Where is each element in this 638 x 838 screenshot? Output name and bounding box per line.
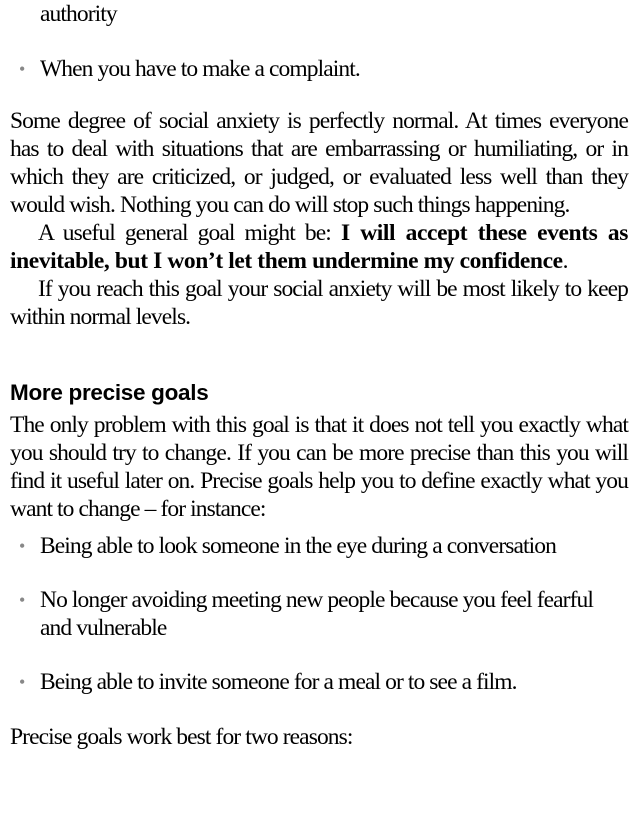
bullet-icon: • [19, 536, 25, 556]
paragraph-reach-goal: If you reach this goal your social anxiety will be most likely to keep within normal levels. [10, 276, 628, 330]
paragraph-general-goal [10, 219, 628, 275]
list-item-text: Being able to look someone in the eye during a conversation [40, 533, 556, 559]
bullet-icon: • [19, 59, 25, 79]
paragraph-precise-goals: The only problem with this goal is that it does not tell you exactly what you should try to change. If you can be more precise than this you will find it useful later on. Precise goals help you to define exactly what you want to change – for instance: [10, 412, 628, 522]
goal-end-punct: . [562, 248, 568, 274]
section-heading: More precise goals [10, 380, 209, 405]
goal-lead-text: A useful general goal might be: [38, 220, 341, 246]
paragraph-two-reasons: Precise goals work best for two reasons: [10, 724, 353, 750]
list-item-text: No longer avoiding meeting new people because you feel fearful and vulnerable [40, 587, 594, 641]
goal-statement: I will accept these events as inevitable, but I won’t let them undermine my confidence [10, 220, 628, 274]
list-item [10, 532, 628, 560]
paragraph-social-anxiety: Some degree of social anxiety is perfectly normal. At times everyone has to deal with situations that are embarrassing or humiliating, or in which they are criticized, or judged, or evaluated less well than they would wish. Nothing you can do will stop such things happening. [10, 108, 628, 218]
list-item-text: When you have to make a complaint. [40, 56, 360, 82]
bullet-icon: • [19, 672, 25, 692]
list-item-text: Being able to invite someone for a meal or to see a film. [40, 669, 517, 695]
page-content [10, 0, 628, 751]
bullet-continuation: authority [40, 1, 117, 27]
list-item [10, 586, 628, 642]
list-item [10, 55, 628, 83]
list-item [10, 668, 628, 696]
bullet-icon: • [19, 590, 25, 610]
